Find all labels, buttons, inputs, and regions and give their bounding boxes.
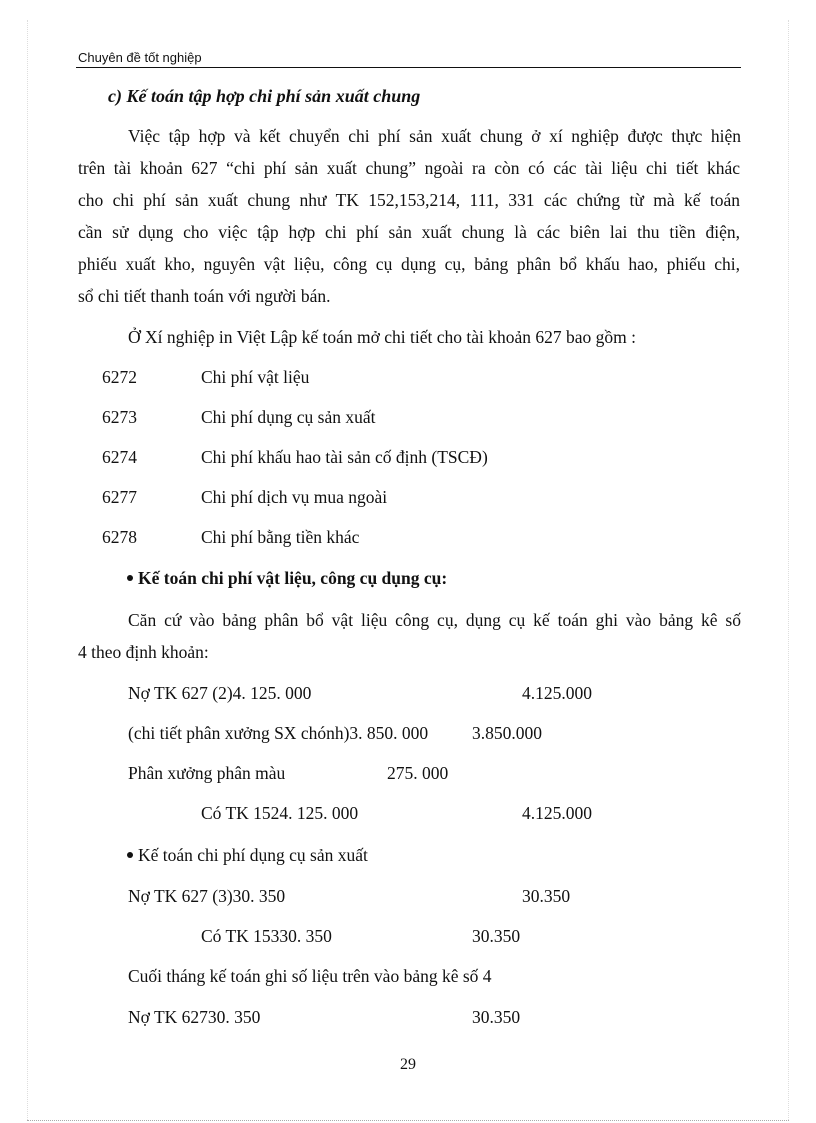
account-code: 6278: [102, 527, 137, 547]
detail-amount: 3.850.000: [472, 723, 542, 743]
bullet-icon: [127, 575, 133, 581]
header-rule: [76, 67, 741, 68]
paragraph-line: cho chi phí sản xuất chung như TK 152,153,214, 111, 331 các chứng từ mà kế toán: [78, 190, 740, 210]
bullet-heading-text: Kế toán chi phí dụng cụ sản xuất: [138, 845, 368, 865]
account-code: 6273: [102, 407, 137, 427]
debit-amount: 4.125.000: [522, 683, 592, 703]
paragraph-line: Căn cứ vào bảng phân bổ vật liệu công cụ, dụng cụ kế toán ghi vào bảng kê số: [128, 610, 741, 630]
account-name: Chi phí vật liệu: [201, 367, 310, 387]
debit-amount: 30.350: [522, 886, 571, 906]
page-number: 29: [400, 1056, 416, 1073]
credit-label: Có TK 15330. 350: [201, 926, 332, 946]
page-border-right: [788, 20, 789, 1120]
bullet-heading: [127, 845, 368, 865]
paragraph-line: trên tài khoản 627 “chi phí sản xuất chung” ngoài ra còn có các tài liệu chi tiết khác: [78, 158, 740, 178]
debit-label: Nợ TK 627 (3)30. 350: [128, 886, 286, 906]
paragraph-line: cần sử dụng cho việc tập hợp chi phí sản xuất chung là các biên lai thu tiền điện,: [78, 222, 740, 242]
detail-label: (chi tiết phân xưởng SX chónh)3. 850. 000: [128, 723, 429, 743]
credit-amount: 30.350: [472, 926, 521, 946]
account-code: 6272: [102, 367, 137, 387]
account-name: Chi phí khấu hao tài sản cố định (TSCĐ): [201, 447, 488, 467]
account-name: Chi phí bằng tiền khác: [201, 527, 360, 547]
color-workshop-amount: 275. 000: [387, 763, 449, 783]
paragraph-line: sổ chi tiết thanh toán với người bán.: [78, 286, 331, 306]
account-name: Chi phí dịch vụ mua ngoài: [201, 487, 388, 507]
bullet-heading: [127, 568, 447, 588]
debit-label: Nợ TK 627 (2)4. 125. 000: [128, 683, 312, 703]
color-workshop-label: Phân xưởng phân màu: [128, 763, 286, 783]
page-border-left: [27, 20, 28, 1120]
bullet-icon: [127, 852, 133, 858]
paragraph-line: phiếu xuất kho, nguyên vật liệu, công cụ dụng cụ, bảng phân bổ khấu hao, phiếu chi,: [78, 254, 740, 274]
debit-amount: 30.350: [472, 1007, 521, 1027]
credit-amount: 4.125.000: [522, 803, 592, 823]
page-border-bottom: [27, 1120, 789, 1121]
account-code: 6274: [102, 447, 137, 467]
section-heading: c) Kế toán tập hợp chi phí sản xuất chung: [108, 86, 421, 106]
account-code: 6277: [102, 487, 137, 507]
bullet-heading-text: Kế toán chi phí vật liệu, công cụ dụng cụ:: [138, 568, 448, 588]
debit-label: Nợ TK 62730. 350: [128, 1007, 261, 1027]
paragraph-text: Ở Xí nghiệp in Việt Lập kế toán mở chi tiết cho tài khoản 627 bao gồm :: [128, 327, 636, 347]
account-name: Chi phí dụng cụ sản xuất: [201, 407, 376, 427]
credit-label: Có TK 1524. 125. 000: [201, 803, 359, 823]
paragraph-line: 4 theo định khoản:: [78, 642, 209, 662]
paragraph-text: Cuối tháng kế toán ghi số liệu trên vào bảng kê số 4: [128, 966, 492, 986]
paragraph-line: Việc tập hợp và kết chuyển chi phí sản xuất chung ở xí nghiệp được thực hiện: [128, 126, 741, 146]
running-header: Chuyên đề tốt nghiệp: [78, 50, 202, 65]
